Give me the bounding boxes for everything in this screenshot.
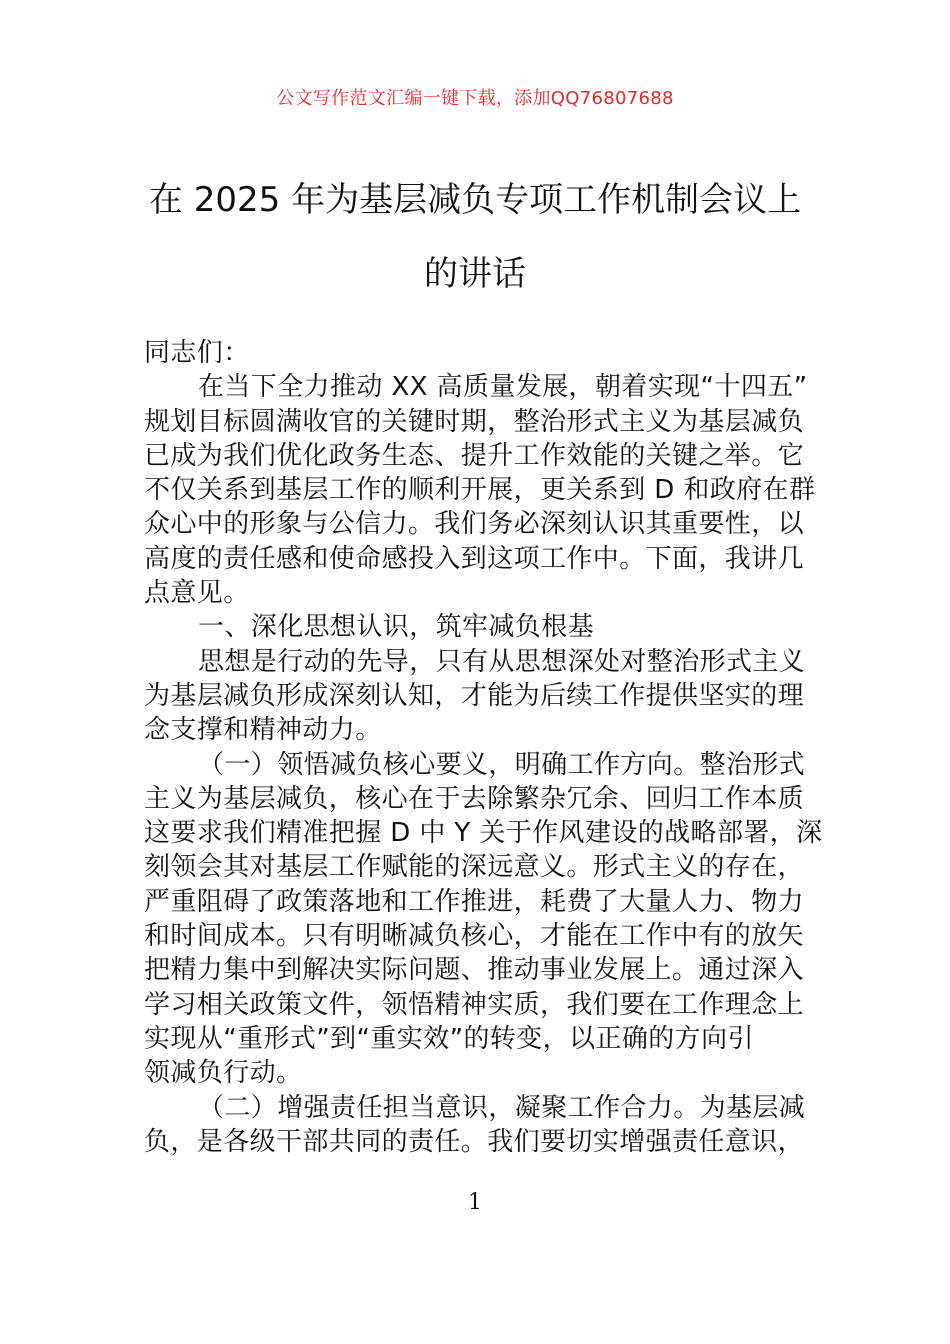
body-line: 这要求我们精准把握 D 中 Y 关于作风建设的战略部署，深 xyxy=(144,818,823,849)
subsection-heading-2: （二）增强责任担当意识，凝聚工作合力。为基层减 xyxy=(198,1092,806,1123)
body-line: 领减负行动。 xyxy=(144,1058,303,1089)
body-line: 在当下全力推动 XX 高质量发展，朝着实现“十四五” xyxy=(198,372,808,403)
body-line: 不仅关系到基层工作的顺利开展，更关系到 D 和政府在群 xyxy=(144,475,816,506)
body-line: 思想是行动的先导，只有从思想深处对整治形式主义 xyxy=(198,646,806,677)
download-promo-note: 公文写作范文汇编一键下载，添加QQ76807688 xyxy=(276,88,674,109)
body-line: 刻领会其对基层工作赋能的深远意义。形式主义的存在， xyxy=(144,852,805,883)
body-line: 把精力集中到解决实际问题、推动事业发展上。通过深入 xyxy=(144,955,805,986)
body-line: 规划目标圆满收官的关键时期，整治形式主义为基层减负 xyxy=(144,406,805,437)
body-line: 负，是各级干部共同的责任。我们要切实增强责任意识， xyxy=(144,1126,805,1157)
body-line: 高度的责任感和使命感投入到这项工作中。下面，我讲几 xyxy=(144,543,805,574)
body-line: 众心中的形象与公信力。我们务必深刻认识其重要性，以 xyxy=(144,509,805,540)
document-title-line-1: 在 2025 年为基层减负专项工作机制会议上 xyxy=(148,180,802,220)
document-body xyxy=(144,336,823,1159)
body-line: 已成为我们优化政务生态、提升工作效能的关键之举。它 xyxy=(144,440,805,471)
document-title-line-2: 的讲话 xyxy=(424,254,526,294)
page-number: 1 xyxy=(468,1190,482,1215)
subsection-heading-1: （一）领悟减负核心要义，明确工作方向。整治形式 xyxy=(198,749,806,780)
body-line: 为基层减负形成深刻认知，才能为后续工作提供坚实的理 xyxy=(144,680,805,711)
body-line: 实现从“重形式”到“重实效”的转变，以正确的方向引 xyxy=(144,1023,754,1054)
body-line: 学习相关政策文件，领悟精神实质，我们要在工作理念上 xyxy=(144,989,805,1020)
salutation: 同志们： xyxy=(144,338,250,368)
body-line: 严重阻碍了政策落地和工作推进，耗费了大量人力、物力 xyxy=(144,886,805,917)
body-line: 和时间成本。只有明晰减负核心，才能在工作中有的放矢 xyxy=(144,921,805,952)
section-heading-1: 一、深化思想认识，筑牢减负根基 xyxy=(198,612,595,643)
body-line: 主义为基层减负，核心在于去除繁杂冗余、回归工作本质 xyxy=(144,783,805,814)
body-line: 点意见。 xyxy=(144,578,250,609)
body-line: 念支撑和精神动力。 xyxy=(144,715,382,746)
